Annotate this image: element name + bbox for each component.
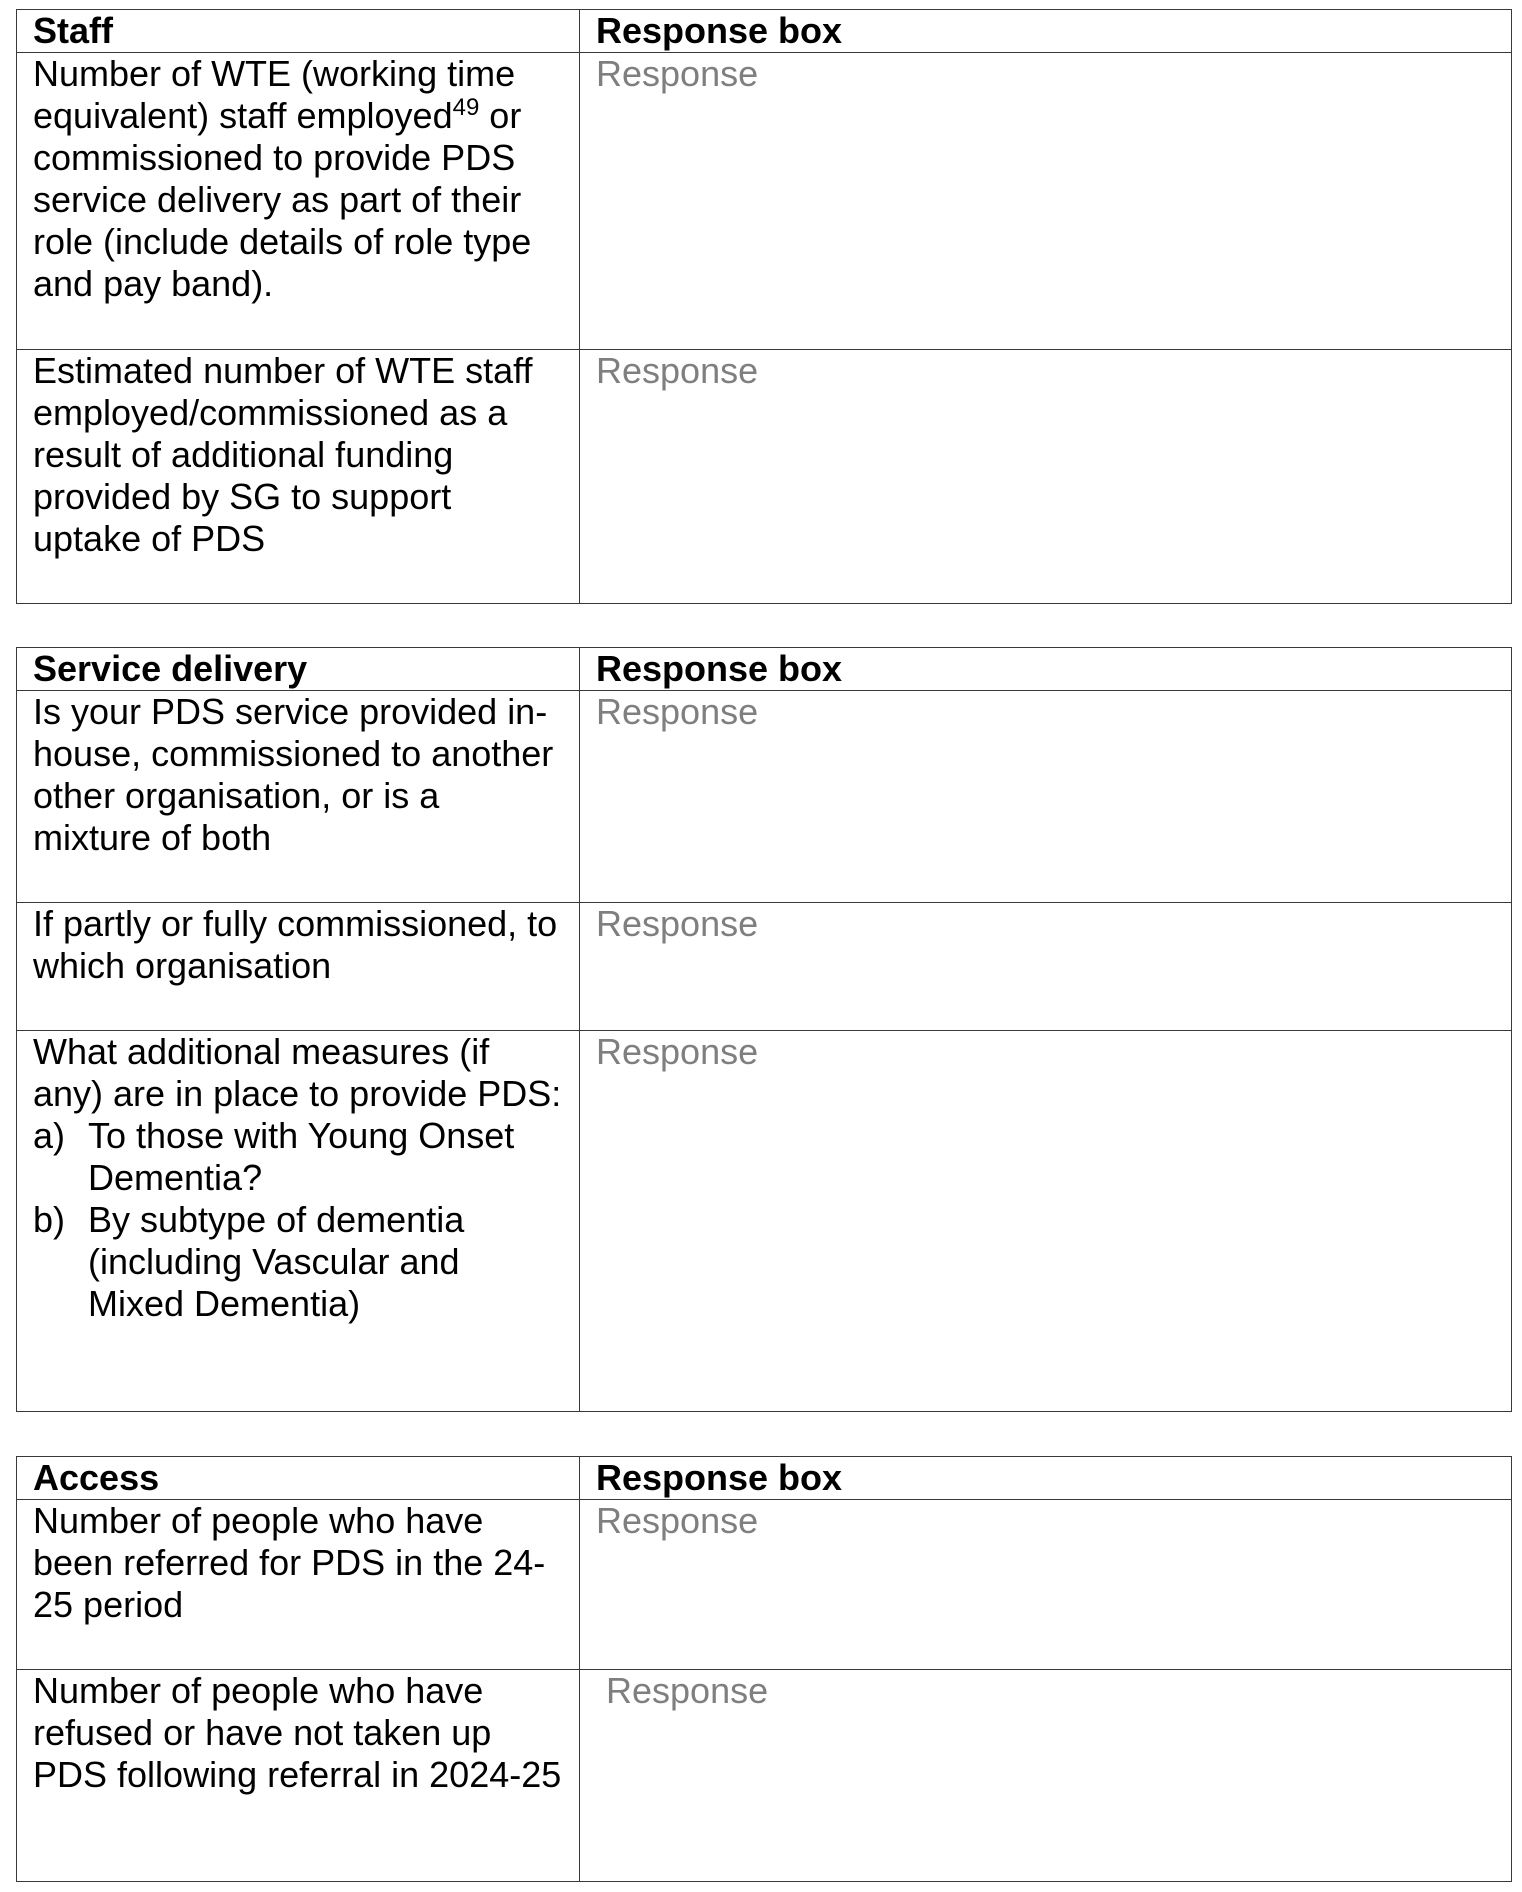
response-placeholder: Response <box>606 1670 769 1711</box>
list-marker: a) <box>33 1115 66 1156</box>
question-text: Number of WTE (working time equivalent) staff employed <box>33 53 516 136</box>
table-row <box>17 1031 1512 1412</box>
list-item <box>33 1199 563 1325</box>
response-placeholder: Response <box>596 53 759 94</box>
list-item <box>33 1115 563 1199</box>
list-item-text: By subtype of dementia (including Vascular and Mixed Dementia) <box>88 1199 465 1324</box>
table-row <box>17 1500 1512 1670</box>
section-heading-access: Access <box>17 1457 580 1500</box>
section-heading-service-delivery: Service delivery <box>17 648 580 691</box>
table-header-row <box>17 648 1512 691</box>
service-delivery-table <box>16 647 1512 1412</box>
response-box-heading: Response box <box>580 1457 1512 1500</box>
response-field[interactable] <box>580 1670 1512 1882</box>
table-header-row <box>17 1457 1512 1500</box>
response-field[interactable] <box>580 903 1512 1031</box>
staff-table <box>16 9 1512 604</box>
question-text-continued: or commissioned to provide PDS service delivery as part of their role (include details of role type and pay band). <box>33 95 532 304</box>
table-row <box>17 350 1512 604</box>
response-placeholder: Response <box>596 1500 759 1541</box>
response-field[interactable] <box>580 1031 1512 1412</box>
response-box-heading: Response box <box>580 10 1512 53</box>
question-cell: Number of people who have refused or have not taken up PDS following referral in 2024-25 <box>17 1670 580 1882</box>
question-text: What additional measures (if any) are in place to provide PDS: <box>33 1031 562 1114</box>
response-box-heading: Response box <box>580 648 1512 691</box>
footnote-reference: 49 <box>452 94 480 121</box>
question-cell <box>17 1031 580 1412</box>
table-header-row <box>17 10 1512 53</box>
list-item-text: To those with Young Onset Dementia? <box>88 1115 515 1198</box>
response-placeholder: Response <box>596 903 759 944</box>
question-cell: Estimated number of WTE staff employed/commissioned as a result of additional funding provided by SG to support uptake of PDS <box>17 350 580 604</box>
list-marker: b) <box>33 1199 66 1240</box>
access-table <box>16 1456 1512 1882</box>
question-cell: If partly or fully commissioned, to which organisation <box>17 903 580 1031</box>
sub-item-list <box>33 1115 563 1325</box>
question-cell <box>17 53 580 350</box>
response-field[interactable] <box>580 691 1512 903</box>
table-row <box>17 903 1512 1031</box>
response-field[interactable] <box>580 350 1512 604</box>
response-placeholder: Response <box>596 350 759 391</box>
section-heading-staff: Staff <box>17 10 580 53</box>
table-row <box>17 53 1512 350</box>
response-field[interactable] <box>580 53 1512 350</box>
table-row <box>17 691 1512 903</box>
response-placeholder: Response <box>596 1031 759 1072</box>
response-field[interactable] <box>580 1500 1512 1670</box>
table-row <box>17 1670 1512 1882</box>
response-placeholder: Response <box>596 691 759 732</box>
question-cell: Number of people who have been referred for PDS in the 24-25 period <box>17 1500 580 1670</box>
question-cell: Is your PDS service provided in-house, commissioned to another other organisation, or is a mixture of both <box>17 691 580 903</box>
